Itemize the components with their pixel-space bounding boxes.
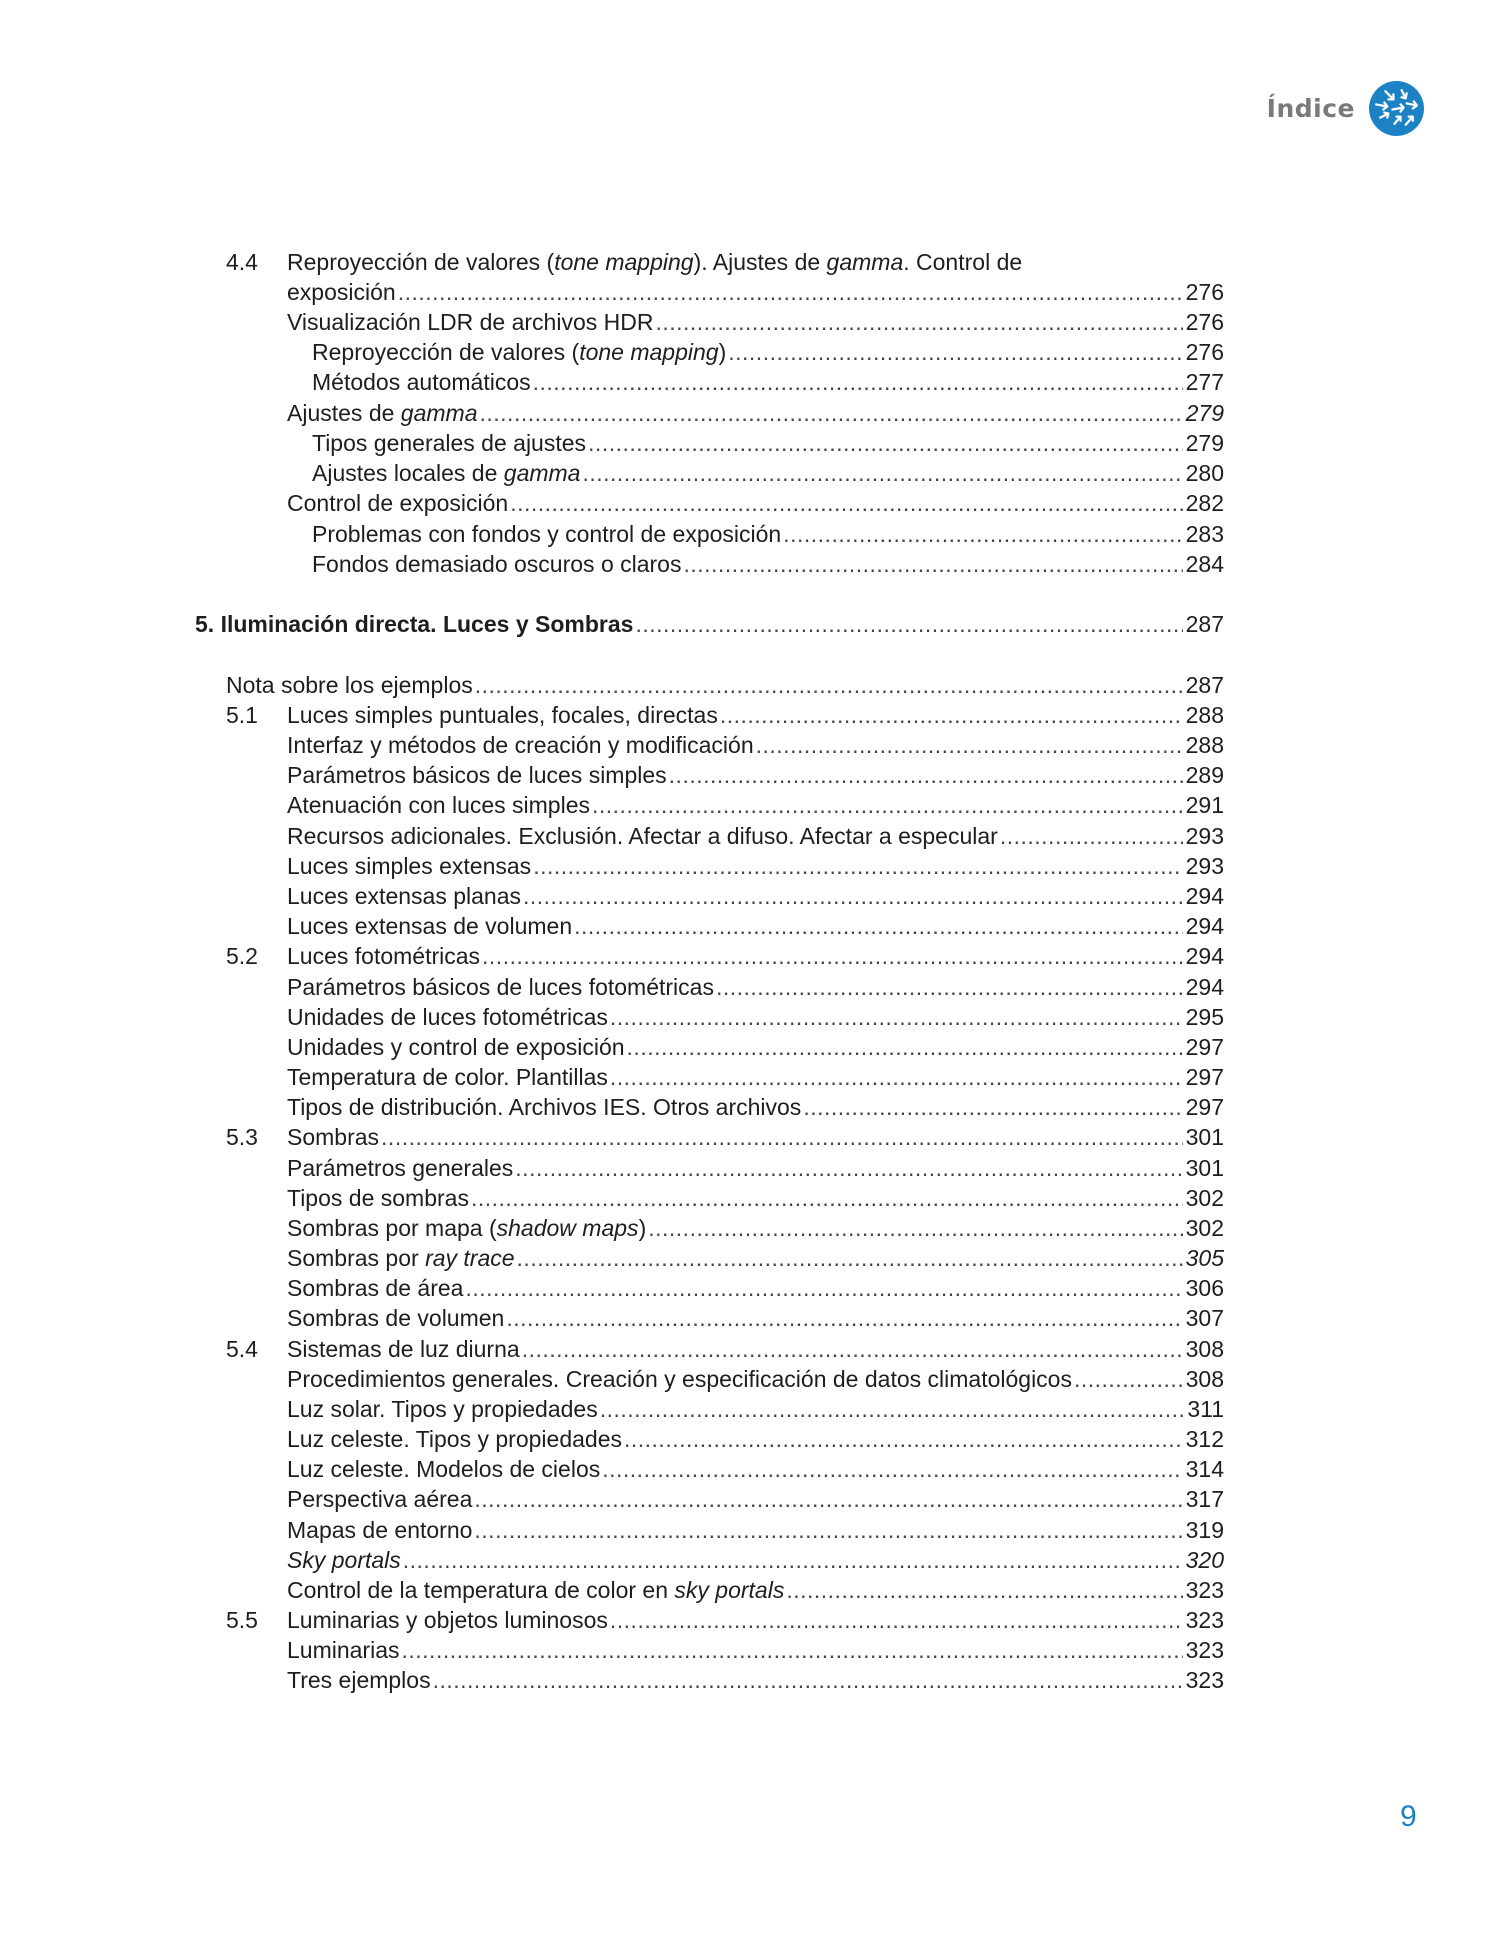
toc-entry-page: 291 <box>1185 792 1224 818</box>
toc-dot-leader <box>523 881 1183 911</box>
toc-dot-leader <box>655 307 1182 337</box>
toc-entry-page: 282 <box>1185 490 1224 516</box>
toc-dot-leader <box>756 730 1183 760</box>
toc-entry-title: Parámetros básicos de luces simples <box>287 762 667 788</box>
toc-dot-leader <box>471 1183 1183 1213</box>
toc-entry[interactable] <box>287 1153 1224 1183</box>
toc-entry-page: 317 <box>1185 1486 1224 1512</box>
toc-entry-title: Luces simples extensas <box>287 853 532 879</box>
toc-entry-page: 305 <box>1185 1245 1224 1271</box>
toc-entry-page: 277 <box>1185 369 1224 395</box>
toc-dot-leader <box>522 1334 1183 1364</box>
toc-entry-title: Sombras de área <box>287 1275 464 1301</box>
text-part-italic: sky portals <box>674 1577 785 1603</box>
toc-entry-title: Problemas con fondos y control de exposición <box>312 521 782 547</box>
toc-entry-title: Visualización LDR de archivos HDR <box>287 309 654 335</box>
text-part: Sombras por mapa ( <box>287 1215 497 1241</box>
toc-entry-page: 312 <box>1185 1426 1224 1452</box>
text-part: Control de la temperatura de color en <box>287 1577 675 1603</box>
toc-entry-title: Luces fotométricas <box>287 943 481 969</box>
toc-entry-page: 287 <box>1185 611 1224 637</box>
toc-dot-leader <box>635 609 1182 639</box>
toc-entry[interactable] <box>287 1635 1224 1665</box>
toc-entry-page: 276 <box>1185 339 1224 365</box>
toc-entry-page: 301 <box>1185 1155 1224 1181</box>
toc-entry[interactable] <box>287 1545 1224 1575</box>
toc-entry-title <box>312 458 582 488</box>
toc-entry[interactable] <box>312 428 1224 458</box>
toc-entry-page: 294 <box>1185 913 1224 939</box>
toc-entry[interactable] <box>287 1515 1224 1545</box>
toc-dot-leader <box>610 1002 1183 1032</box>
toc-entry[interactable] <box>287 1273 1224 1303</box>
toc-entry[interactable] <box>287 488 1224 518</box>
toc-entry[interactable] <box>312 549 1224 579</box>
toc-entry-title: Sombras de volumen <box>287 1305 505 1331</box>
toc-entry[interactable] <box>287 1394 1224 1424</box>
toc-entry-page: 308 <box>1185 1336 1224 1362</box>
toc-entry-page: 284 <box>1185 551 1224 577</box>
page-number: 9 <box>1400 1800 1417 1833</box>
toc-entry[interactable] <box>226 670 1224 700</box>
toc-entry-title: Métodos automáticos <box>312 369 531 395</box>
text-part-italic: tone mapping <box>554 249 694 275</box>
toc-entry[interactable] <box>287 1364 1224 1394</box>
toc-dot-leader <box>624 1424 1183 1454</box>
toc-dot-leader <box>588 428 1183 458</box>
toc-entry-page: 276 <box>1185 279 1224 305</box>
toc-dot-leader <box>786 1575 1182 1605</box>
toc-entry-number: 5.4 <box>226 1336 258 1362</box>
toc-dot-leader <box>728 337 1182 367</box>
toc-dot-leader <box>783 519 1182 549</box>
toc-entry-title: Luces extensas planas <box>287 883 521 909</box>
toc-entry-title <box>287 1243 517 1273</box>
toc-entry[interactable] <box>287 1032 1224 1062</box>
toc-entry[interactable] <box>287 1092 1224 1122</box>
toc-dot-leader <box>610 1062 1183 1092</box>
toc-dot-leader <box>506 1303 1182 1333</box>
toc-entry-page: 307 <box>1185 1305 1224 1331</box>
toc-dot-leader <box>669 760 1183 790</box>
toc-dot-leader <box>533 367 1183 397</box>
toc-entry[interactable] <box>287 821 1224 851</box>
toc-entry[interactable] <box>287 1002 1224 1032</box>
toc-entry-title: Tipos de distribución. Archivos IES. Otros archivos <box>287 1094 802 1120</box>
toc-entry-title: Atenuación con luces simples <box>287 792 590 818</box>
toc-entry-title: Recursos adicionales. Exclusión. Afectar a difuso. Afectar a especular <box>287 823 998 849</box>
toc-dot-leader <box>381 1122 1183 1152</box>
toc-entry[interactable] <box>287 1575 1224 1605</box>
toc-entry-page: 297 <box>1185 1064 1224 1090</box>
toc-entry-page: 293 <box>1185 823 1224 849</box>
toc-entry-page: 283 <box>1185 521 1224 547</box>
toc-entry-title <box>287 398 480 428</box>
toc-entry[interactable] <box>287 1454 1224 1484</box>
toc-entry-page: 289 <box>1185 762 1224 788</box>
toc-entry[interactable] <box>287 790 1224 820</box>
toc-entry-title: Sistemas de luz diurna <box>287 1336 520 1362</box>
text-part-italic: gamma <box>826 249 904 275</box>
toc-dot-leader <box>1074 1364 1183 1394</box>
toc-entry-page: 302 <box>1185 1215 1224 1241</box>
toc-dot-leader <box>403 1545 1183 1575</box>
toc-entry-title: Control de exposición <box>287 490 509 516</box>
toc-entry[interactable] <box>287 1303 1224 1333</box>
toc-entry[interactable] <box>287 307 1224 337</box>
text-part-italic: ray trace <box>425 1245 515 1271</box>
toc-entry-page: 323 <box>1185 1607 1224 1633</box>
toc-entry-title: Luz solar. Tipos y propiedades <box>287 1396 598 1422</box>
toc-entry-title: Tipos de sombras <box>287 1185 469 1211</box>
toc-entry[interactable] <box>287 1213 1224 1243</box>
toc-entry[interactable] <box>287 1062 1224 1092</box>
toc-entry-title-line1[interactable] <box>287 247 1022 277</box>
toc-entry-title: exposición <box>287 279 396 305</box>
toc-entry-title <box>287 1575 786 1605</box>
toc-entry[interactable] <box>287 398 1224 428</box>
toc-dot-leader <box>574 911 1183 941</box>
text-part: ) <box>638 1215 647 1241</box>
toc-entry-page: 323 <box>1185 1577 1224 1603</box>
toc-entry[interactable] <box>287 881 1224 911</box>
toc-dot-leader <box>600 1394 1185 1424</box>
toc-dot-leader <box>582 458 1182 488</box>
toc-entry-title: Luminarias <box>287 1637 400 1663</box>
toc-entry[interactable] <box>287 911 1224 941</box>
text-part-italic: shadow maps <box>496 1215 639 1241</box>
text-part: Sombras por <box>287 1245 426 1271</box>
toc-entry-title: Unidades de luces fotométricas <box>287 1004 608 1030</box>
toc-entry-page: 279 <box>1185 400 1224 426</box>
toc-dot-leader <box>475 670 1183 700</box>
toc-entry-page: 319 <box>1185 1517 1224 1543</box>
toc-entry[interactable] <box>287 277 1224 307</box>
toc-dot-leader <box>648 1213 1182 1243</box>
toc-entry-title: Luces simples puntuales, focales, directas <box>287 702 718 728</box>
toc-entry-number: 5.2 <box>226 943 258 969</box>
toc-dot-leader <box>482 941 1183 971</box>
toc-entry-page: 301 <box>1185 1124 1224 1150</box>
toc-entry[interactable] <box>287 730 1224 760</box>
toc-entry-page: 294 <box>1185 943 1224 969</box>
toc-entry-title: Luz celeste. Modelos de cielos <box>287 1456 601 1482</box>
toc-dot-leader <box>402 1635 1183 1665</box>
toc-entry-title <box>287 1545 403 1575</box>
toc-entry-page: 288 <box>1185 702 1224 728</box>
text-part: ) <box>718 339 727 365</box>
toc-dot-leader <box>716 972 1183 1002</box>
toc-entry-page: 294 <box>1185 883 1224 909</box>
toc-entry-title: Tres ejemplos <box>287 1667 431 1693</box>
toc-entry[interactable] <box>287 941 1224 971</box>
toc-entry-title: Luces extensas de volumen <box>287 913 573 939</box>
toc-dot-leader <box>803 1092 1182 1122</box>
toc-entry-page: 276 <box>1185 309 1224 335</box>
toc-entry-title: Fondos demasiado oscuros o claros <box>312 551 682 577</box>
toc-dot-leader <box>517 1243 1183 1273</box>
toc-entry-page: 311 <box>1187 1396 1224 1422</box>
toc-entry-title: Procedimientos generales. Creación y especificación de datos climatológicos <box>287 1366 1072 1392</box>
toc-entry[interactable] <box>287 1424 1224 1454</box>
toc-entry-title <box>287 1213 648 1243</box>
toc-entry-page: 287 <box>1185 672 1224 698</box>
toc-dot-leader <box>627 1032 1183 1062</box>
text-part-italic: gamma <box>400 400 478 426</box>
toc-entry[interactable] <box>287 972 1224 1002</box>
text-part: . Control de <box>903 249 1023 275</box>
toc-entry-number: 5.1 <box>226 702 258 728</box>
toc-entry-title: 5. Iluminación directa. Luces y Sombras <box>195 611 634 637</box>
text-part: Ajustes de <box>287 400 401 426</box>
toc-entry-title: Sombras <box>287 1124 380 1150</box>
toc-entry-page: 297 <box>1185 1094 1224 1120</box>
toc-dot-leader <box>1000 821 1183 851</box>
toc-dot-leader <box>433 1665 1183 1695</box>
toc-entry-page: 323 <box>1185 1667 1224 1693</box>
text-part: ). Ajustes de <box>693 249 827 275</box>
toc-entry-title: Perspectiva aérea <box>287 1486 473 1512</box>
toc-entry-page: 320 <box>1185 1547 1224 1573</box>
toc-entry[interactable] <box>287 1243 1224 1273</box>
toc-entry-page: 280 <box>1185 460 1224 486</box>
toc-entry[interactable] <box>287 1183 1224 1213</box>
toc-entry-title: Parámetros básicos de luces fotométricas <box>287 974 714 1000</box>
toc-entry[interactable] <box>287 851 1224 881</box>
toc-dot-leader <box>592 790 1183 820</box>
toc-entry-title: Mapas de entorno <box>287 1517 473 1543</box>
toc-entry[interactable] <box>287 1665 1224 1695</box>
toc-entry-title: Temperatura de color. Plantillas <box>287 1064 608 1090</box>
toc-dot-leader <box>510 488 1182 518</box>
toc-entry-number: 5.3 <box>226 1124 258 1150</box>
header-index-label[interactable]: Índice <box>1266 94 1355 123</box>
toc-entry[interactable] <box>312 519 1224 549</box>
toc-dot-leader <box>480 398 1183 428</box>
toc-dot-leader <box>683 549 1182 579</box>
toc-entry-number: 5.5 <box>226 1607 258 1633</box>
toc-dot-leader <box>398 277 1183 307</box>
text-part-italic: tone mapping <box>579 339 719 365</box>
toc-entry-page: 297 <box>1185 1034 1224 1060</box>
toc-entry-title: Interfaz y métodos de creación y modificación <box>287 732 754 758</box>
toc-entry-title: Parámetros generales <box>287 1155 514 1181</box>
toc-entry-page: 288 <box>1185 732 1224 758</box>
toc-entry-page: 308 <box>1185 1366 1224 1392</box>
toc-entry[interactable] <box>287 1334 1224 1364</box>
toc-dot-leader <box>602 1454 1182 1484</box>
toc-dot-leader <box>515 1153 1182 1183</box>
toc-entry-page: 314 <box>1185 1456 1224 1482</box>
toc-entry-title: Luminarias y objetos luminosos <box>287 1607 608 1633</box>
text-part: Reproyección de valores ( <box>287 249 555 275</box>
toc-entry-page: 323 <box>1185 1637 1224 1663</box>
toc-dot-leader <box>533 851 1182 881</box>
toc-entry-page: 302 <box>1185 1185 1224 1211</box>
toc-dot-leader <box>610 1605 1183 1635</box>
toc-entry-page: 306 <box>1185 1275 1224 1301</box>
toc-entry-title: Luz celeste. Tipos y propiedades <box>287 1426 622 1452</box>
toc-entry[interactable] <box>312 367 1224 397</box>
toc-entry-title: Unidades y control de exposición <box>287 1034 625 1060</box>
toc-dot-leader <box>720 700 1183 730</box>
toc-entry[interactable] <box>312 458 1224 488</box>
toc-entry-title: Nota sobre los ejemplos <box>226 672 473 698</box>
toc-entry-page: 279 <box>1185 430 1224 456</box>
toc-dot-leader <box>465 1273 1182 1303</box>
toc-entry-page: 295 <box>1185 1004 1224 1030</box>
toc-dot-leader <box>474 1484 1182 1514</box>
toc-entry[interactable] <box>287 1484 1224 1514</box>
toc-entry[interactable] <box>287 700 1224 730</box>
toc-entry-page: 293 <box>1185 853 1224 879</box>
toc-chapter-entry[interactable] <box>195 609 1224 639</box>
toc-entry[interactable] <box>312 337 1224 367</box>
toc-entry[interactable] <box>287 1122 1224 1152</box>
toc-entry[interactable] <box>287 760 1224 790</box>
toc-entry-title <box>312 337 728 367</box>
text-part-italic: gamma <box>503 460 581 486</box>
toc-entry-title: Tipos generales de ajustes <box>312 430 587 456</box>
text-part-italic: Sky portals <box>287 1547 401 1573</box>
toc-entry-number: 4.4 <box>226 249 258 275</box>
toc-entry[interactable] <box>287 1605 1224 1635</box>
toc-dot-leader <box>474 1515 1182 1545</box>
text-part: Ajustes locales de <box>312 460 504 486</box>
text-part: Reproyección de valores ( <box>312 339 580 365</box>
toc-entry-page: 294 <box>1185 974 1224 1000</box>
